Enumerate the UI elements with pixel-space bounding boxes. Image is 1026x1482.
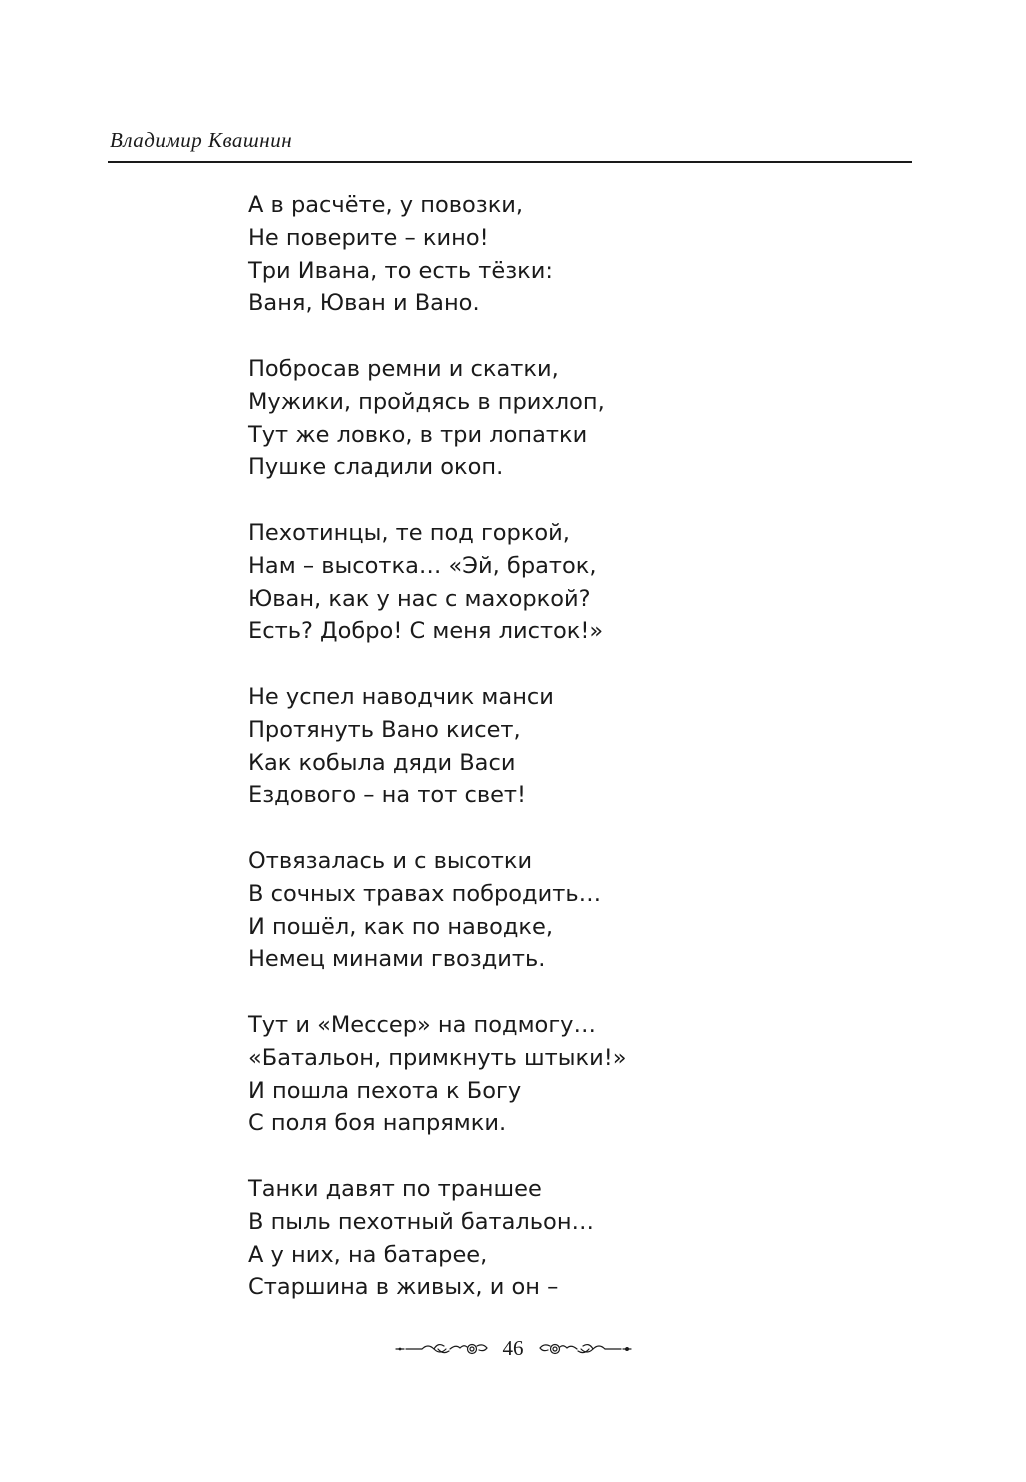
poem-line: Как кобыла дяди Васи — [248, 749, 516, 776]
poem-line: С поля боя напрямки. — [248, 1110, 507, 1137]
poem-line: Протянуть Вано кисет, — [248, 716, 521, 743]
poem-line: Тут и «Мессер» на подмогу… — [248, 1011, 596, 1038]
stanza — [248, 353, 627, 484]
header-rule — [108, 161, 912, 163]
poem-line: Танки давят по траншее — [248, 1175, 542, 1202]
running-head-author: Владимир Квашнин — [110, 128, 293, 152]
stanza — [248, 845, 627, 976]
stanza — [248, 1009, 627, 1140]
poem-body — [248, 189, 627, 1304]
poem-line: Ваня, Юван и Вано. — [248, 290, 480, 317]
poem-line: Мужики, пройдясь в прихлоп, — [248, 388, 605, 415]
poem-line: Не поверите – кино! — [248, 224, 489, 251]
poem-line: Три Ивана, то есть тёзки: — [248, 257, 553, 284]
poem-line: Не успел наводчик манси — [248, 683, 554, 710]
poem-line: «Батальон, примкнуть штыки!» — [248, 1044, 627, 1071]
poem-line: А в расчёте, у повозки, — [248, 192, 524, 218]
stanza — [248, 189, 627, 320]
floral-ornament-right-icon — [533, 1340, 633, 1358]
poem-line: Отвязалась и с высотки — [248, 847, 533, 874]
floral-ornament-left-icon — [394, 1340, 494, 1358]
poem-line: Побросав ремни и скатки, — [248, 355, 559, 382]
poem-line: А у них, на батарее, — [248, 1241, 488, 1268]
poem-line: Есть? Добро! С меня листок!» — [248, 618, 604, 645]
poem-line: И пошёл, как по наводке, — [248, 913, 553, 940]
page-footer — [0, 1336, 1026, 1361]
poem-line: Старшина в живых, и он – — [248, 1274, 559, 1301]
poem-line: Пушке сладили окоп. — [248, 454, 504, 481]
stanza — [248, 1173, 627, 1304]
poem-line: Тут же ловко, в три лопатки — [248, 421, 588, 448]
poem-line: Пехотинцы, те под горкой, — [248, 519, 570, 546]
poem-line: И пошла пехота к Богу — [248, 1077, 522, 1104]
poem-line: В сочных травах побродить… — [248, 880, 602, 907]
poem-line: Нам – высотка… «Эй, браток, — [248, 552, 597, 579]
stanza — [248, 681, 627, 812]
poem-line: Ездового – на тот свет! — [248, 782, 527, 809]
poem-line: В пыль пехотный батальон… — [248, 1208, 595, 1235]
stanza — [248, 517, 627, 648]
poem-line: Юван, как у нас с махоркой? — [248, 585, 591, 612]
poem-line: Немец минами гвоздить. — [248, 946, 546, 973]
page-number: 46 — [502, 1336, 524, 1360]
